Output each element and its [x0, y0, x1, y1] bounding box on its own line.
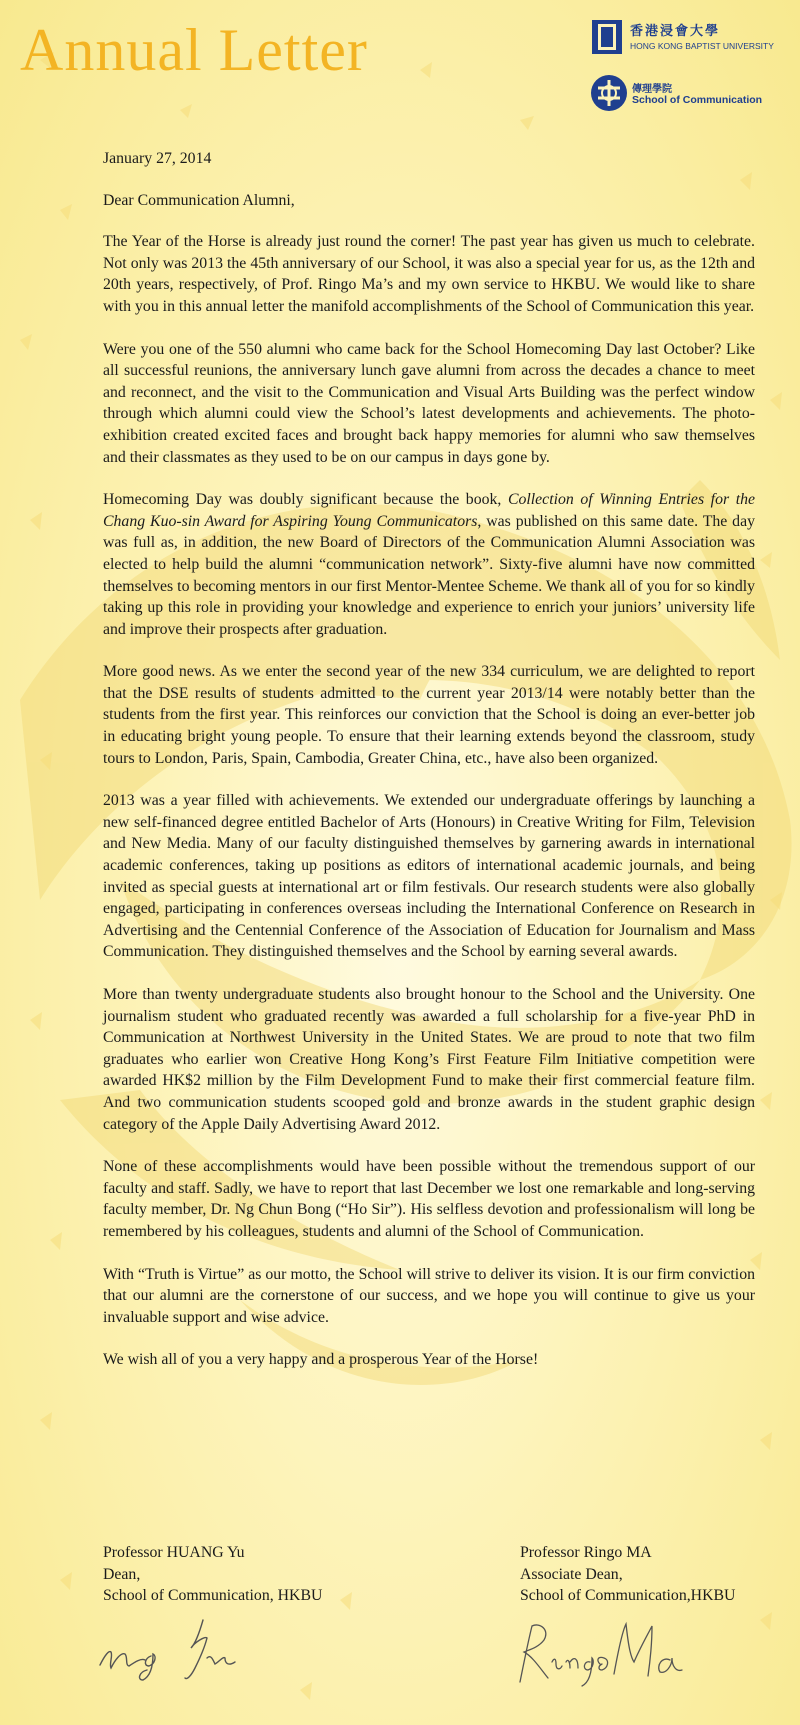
- page-title: Annual Letter: [20, 17, 368, 83]
- signatory-title: Associate Dean,: [520, 1565, 623, 1583]
- signature-block-associate-dean: [520, 1542, 735, 1607]
- paragraph-intro: The Year of the Horse is already just round the corner! The past year has given us much to celebrate. Not only was 2013 the 45th anniversary of our School, it was also a special year for us, as the 12th and 20th years, respectively, of Prof. Ringo Ma’s and my own service to HKBU. We would like to share with you in this annual letter the manifold accomplishments of the School of Communication this year.: [103, 233, 755, 315]
- university-name-en: HONG KONG BAPTIST UNIVERSITY: [630, 41, 774, 51]
- signatory-org: School of Communication, HKBU: [103, 1587, 323, 1605]
- paragraph-motto: With “Truth is Virtue” as our motto, the School will strive to deliver its vision. It is our firm conviction that our alumni are the cornerstone of our success, and we hope you will continue to give us your invaluable support and wise advice.: [103, 1265, 755, 1326]
- handwritten-signature-dean: [95, 1610, 255, 1685]
- book-title: Collection of Winning Entries for the Chang Kuo-sin Award for Aspiring Young Communicators: [103, 491, 755, 530]
- signatory-title: Dean,: [103, 1565, 141, 1583]
- university-name-cn: 香港浸會大學: [630, 24, 721, 39]
- homecoming-rest: , was published on this same date. The day was full as, in addition, the new Board of Directors of the Communication Alumni Association was elected to help build the alumni “communication network”. Sixty-five alumni have now committed themselves to becoming mentors in our first Mentor-Mentee Scheme. We thank all of you for so kindly taking up this role in providing your knowledge and experience to enrich your juniors’ university life and improve their prospects after graduation.: [103, 512, 755, 638]
- paragraph-achievements: 2013 was a year filled with achievements. We extended our undergraduate offerings by launching a new self-financed degree entitled Bachelor of Arts (Honours) in Creative Writing for Film, Television and New Media. Many of our faculty distinguished themselves by garnering awards in international academic conferences, taking up positions as editors of international academic journals, and being invited as special guests at international art or film festivals. Our research students were also globally engaged, participating in conferences overseas including the International Conference on Research in Advertising and the Centennial Conference of the Association of Education for Journalism and Mass Communication. They distinguished themselves and the School by earning several awards.: [103, 792, 755, 961]
- signatory-name: Professor Ringo MA: [520, 1544, 652, 1561]
- paragraph-student-honours: More than twenty undergraduate students also brought honour to the School and the University. One journalism student who graduated recently was awarded a full scholarship for a five-year PhD in Communication at Northwest University in the United States. We are proud to note that two film graduates who earlier won Creative Hong Kong’s First Feature Film Initiative competition were awarded HK$2 million by the Film Development Fund to make their first commercial feature film. And two communication students scooped gold and bronze awards in the student graphic design category of the Apple Daily Advertising Award 2012.: [103, 986, 755, 1133]
- paragraph-homecoming-reunion: Were you one of the 550 alumni who came back for the School Homecoming Day last October? Like all successful reunions, the anniversary lunch gave alumni from across the decades a chance to meet and reconnect, and the visit to the Communication and Visual Arts Building was the perfect window through which alumni could view the School’s latest developments and achievements. The photo-exhibition created excited faces and brought back happy memories for alumni who saw themselves and their classmates as they used to be on our campus in days gone by.: [103, 340, 755, 466]
- hkbu-logo: [590, 18, 790, 58]
- homecoming-intro: Homecoming Day was doubly significant because the book,: [103, 491, 508, 509]
- salutation: Dear Communication Alumni,: [103, 191, 295, 209]
- letter-body: [103, 148, 755, 1371]
- closing-wish: We wish all of you a very happy and a prosperous Year of the Horse!: [103, 1351, 539, 1369]
- hkbu-emblem-icon: [590, 18, 624, 56]
- paragraph-homecoming-book: [103, 489, 755, 640]
- school-emblem-icon: [590, 74, 628, 112]
- signatory-org: School of Communication,HKBU: [520, 1587, 736, 1605]
- paragraph-curriculum: More good news. As we enter the second year of the new 334 curriculum, we are delighted to report that the DSE results of students admitted to the current year 2013/14 were notably better than the students from the first year. This reinforces our conviction that the School is doing an ever-better job in educating bright young people. To ensure that their learning extends beyond the classroom, study tours to London, Paris, Spain, Cambodia, Greater China, etc., have also been organized.: [103, 663, 755, 767]
- signature-block-dean: [103, 1542, 322, 1607]
- letter-date: January 27, 2014: [103, 150, 212, 167]
- school-name-cn: 傳理學院: [632, 84, 672, 95]
- school-name-en: School of Communication: [632, 94, 763, 106]
- paragraph-faculty-support: None of these accomplishments would have been possible without the tremendous support of our faculty and staff. Sadly, we have to report that last December we lost one remarkable and long-serving faculty member, Dr. Ng Chun Bong (“Ho Sir”). His selfless devotion and professionalism will long be remembered by his colleagues, students and alumni of the School of Communication.: [103, 1158, 755, 1240]
- signatory-name: Professor HUANG Yu: [103, 1544, 245, 1561]
- school-logo: [590, 74, 790, 114]
- handwritten-signature-associate-dean: [510, 1612, 690, 1692]
